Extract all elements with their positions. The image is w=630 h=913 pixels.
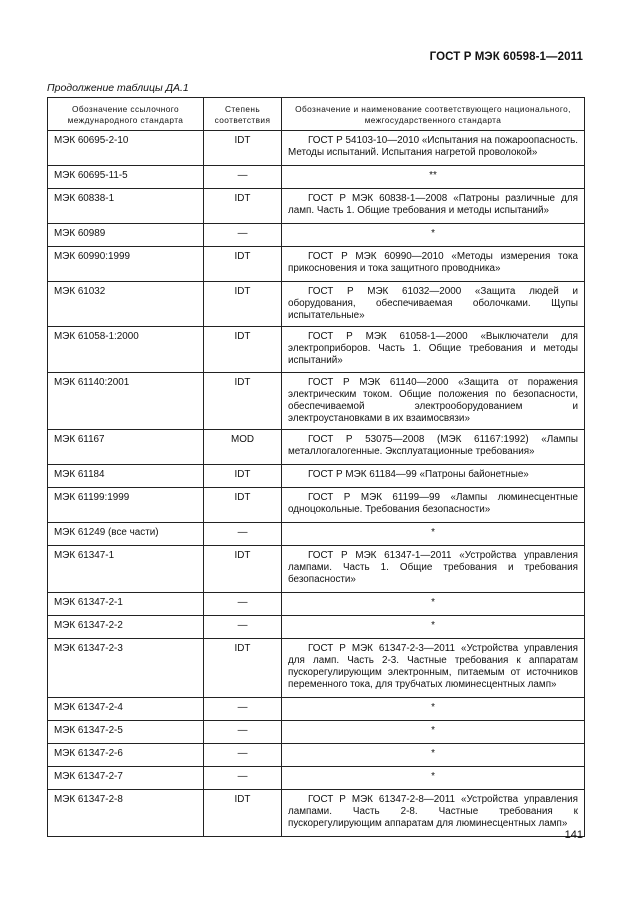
national-standard-cell [282, 224, 585, 247]
national-standard-cell [282, 131, 585, 166]
national-standard-text: * [431, 747, 435, 759]
reference-standard-cell: МЭК 60990:1999 [48, 247, 204, 282]
reference-standard-cell: МЭК 61347-2-5 [48, 720, 204, 743]
national-standard-text: ГОСТ Р МЭК 61032—2000 «Защита людей и оборудования, обеспечиваемая оболочками. Щупы испытательные» [288, 286, 578, 322]
reference-standard-cell: МЭК 61347-2-1 [48, 592, 204, 615]
national-standard-text: ГОСТ Р МЭК 61347-1—2011 «Устройства управления лампами. Часть 1. Общие требования и требования безопасности» [288, 549, 578, 586]
table-caption: Продолжение таблицы ДА.1 [47, 82, 189, 94]
table-row [48, 429, 585, 464]
table-row [48, 282, 585, 327]
national-standard-text: ГОСТ Р МЭК 61058-1—2000 «Выключатели для электроприборов. Часть 1. Общие требования и методы испытаний» [288, 331, 578, 367]
national-standard-cell [282, 615, 585, 638]
column-header-reference: Обозначение ссылочного международного стандарта [48, 98, 204, 131]
reference-standard-cell: МЭК 60695-2-10 [48, 131, 204, 166]
national-standard-cell [282, 592, 585, 615]
national-standard-text: ГОСТ Р МЭК 61347-2-3—2011 «Устройства управления для ламп. Часть 2-3. Частные требования к аппаратам пускорегулирующим электронным, питаемым от источников переменного тока, для трубчатых люминесцентных ламп» [288, 642, 578, 691]
national-standard-text: ГОСТ Р МЭК 61199—99 «Лампы люминесцентные одноцокольные. Требования безопасности» [288, 491, 578, 516]
national-standard-cell [282, 464, 585, 487]
national-standard-text: * [431, 619, 435, 631]
reference-standard-cell: МЭК 60695-11-5 [48, 166, 204, 189]
national-standard-text: ГОСТ Р МЭК 61184—99 «Патроны байонетные» [308, 468, 529, 480]
national-standard-cell [282, 429, 585, 464]
national-standard-cell [282, 522, 585, 545]
table-header-row [48, 98, 585, 131]
reference-standard-cell: МЭК 61184 [48, 464, 204, 487]
degree-cell: IDT [204, 545, 282, 592]
table-row [48, 131, 585, 166]
table-row [48, 697, 585, 720]
table-row [48, 789, 585, 836]
national-standard-cell [282, 638, 585, 697]
table-row [48, 545, 585, 592]
reference-standard-cell: МЭК 61347-1 [48, 545, 204, 592]
national-standard-text: * [431, 526, 435, 538]
reference-standard-cell: МЭК 61347-2-6 [48, 743, 204, 766]
degree-cell: IDT [204, 487, 282, 522]
reference-standard-cell: МЭК 61249 (все части) [48, 522, 204, 545]
national-standard-text: * [431, 596, 435, 608]
degree-cell: IDT [204, 464, 282, 487]
national-standard-cell [282, 282, 585, 327]
reference-standard-cell: МЭК 61347-2-2 [48, 615, 204, 638]
degree-cell: IDT [204, 638, 282, 697]
reference-standard-cell: МЭК 61058-1:2000 [48, 327, 204, 372]
reference-standard-cell: МЭК 60989 [48, 224, 204, 247]
national-standard-cell [282, 789, 585, 836]
national-standard-cell [282, 247, 585, 282]
reference-standard-cell: МЭК 61347-2-8 [48, 789, 204, 836]
national-standard-cell [282, 545, 585, 592]
degree-cell: IDT [204, 189, 282, 224]
table-row [48, 615, 585, 638]
reference-standards-table [47, 97, 585, 837]
table-body [48, 131, 585, 837]
national-standard-cell [282, 487, 585, 522]
reference-standard-cell: МЭК 61347-2-4 [48, 697, 204, 720]
table-row [48, 464, 585, 487]
table-row [48, 189, 585, 224]
degree-cell: IDT [204, 789, 282, 836]
degree-cell: — [204, 522, 282, 545]
document-code: ГОСТ Р МЭК 60598-1—2011 [429, 51, 583, 63]
national-standard-text: * [431, 701, 435, 713]
national-standard-text: ГОСТ Р МЭК 60990—2010 «Методы измерения тока прикосновения и тока защитного проводника» [288, 251, 578, 275]
reference-standard-cell: МЭК 61032 [48, 282, 204, 327]
national-standard-text: ГОСТ Р МЭК 61140—2000 «Защита от поражения электрическим током. Общие положения по безопасности, обеспечиваемой электрооборудованием и электроустановками в их взаимосвязи» [288, 376, 578, 424]
reference-standard-cell: МЭК 60838-1 [48, 189, 204, 224]
table-row [48, 166, 585, 189]
degree-cell: MOD [204, 429, 282, 464]
national-standard-text: * [431, 228, 435, 239]
reference-standard-cell: МЭК 61199:1999 [48, 487, 204, 522]
degree-cell: IDT [204, 327, 282, 372]
table-row [48, 720, 585, 743]
national-standard-text: ГОСТ Р 53075—2008 (МЭК 61167:1992) «Лампы металлогалогенные. Эксплуатационные требования» [288, 433, 578, 458]
column-header-degree: Степень соответствия [204, 98, 282, 131]
degree-cell: — [204, 224, 282, 247]
reference-standard-cell: МЭК 61140:2001 [48, 372, 204, 429]
table-row [48, 372, 585, 429]
table-row [48, 522, 585, 545]
degree-cell: — [204, 166, 282, 189]
national-standard-cell [282, 766, 585, 789]
reference-standard-cell: МЭК 61167 [48, 429, 204, 464]
national-standard-text: ГОСТ Р МЭК 60838-1—2008 «Патроны различные для ламп. Часть 1. Общие требования и методы испытаний» [288, 193, 578, 217]
table-row [48, 743, 585, 766]
national-standard-text: * [431, 724, 435, 736]
national-standard-text: * [431, 770, 435, 782]
national-standard-cell [282, 720, 585, 743]
table-row [48, 247, 585, 282]
table-row [48, 224, 585, 247]
national-standard-cell [282, 372, 585, 429]
reference-standard-cell: МЭК 61347-2-3 [48, 638, 204, 697]
degree-cell: — [204, 743, 282, 766]
reference-standard-cell: МЭК 61347-2-7 [48, 766, 204, 789]
table-row [48, 487, 585, 522]
degree-cell: — [204, 697, 282, 720]
degree-cell: IDT [204, 131, 282, 166]
national-standard-cell [282, 189, 585, 224]
degree-cell: IDT [204, 247, 282, 282]
national-standard-text: ** [429, 170, 437, 181]
national-standard-cell [282, 327, 585, 372]
national-standard-cell [282, 166, 585, 189]
page-number: 141 [564, 829, 583, 841]
table-row [48, 766, 585, 789]
table-row [48, 592, 585, 615]
degree-cell: — [204, 592, 282, 615]
degree-cell: — [204, 615, 282, 638]
national-standard-text: ГОСТ Р 54103-10—2010 «Испытания на пожароопасность. Методы испытаний. Испытания нагретой проволокой» [288, 135, 578, 159]
national-standard-cell [282, 697, 585, 720]
national-standard-text: ГОСТ Р МЭК 61347-2-8—2011 «Устройства управления лампами. Часть 2-8. Частные требования к пускорегулирующим аппаратам для люминесцентных ламп» [288, 793, 578, 830]
degree-cell: — [204, 766, 282, 789]
column-header-national-standard: Обозначение и наименование соответствующего национального, межгосударственного стандарта [282, 98, 585, 131]
table-row [48, 638, 585, 697]
degree-cell: — [204, 720, 282, 743]
national-standard-cell [282, 743, 585, 766]
degree-cell: IDT [204, 282, 282, 327]
table-row [48, 327, 585, 372]
degree-cell: IDT [204, 372, 282, 429]
